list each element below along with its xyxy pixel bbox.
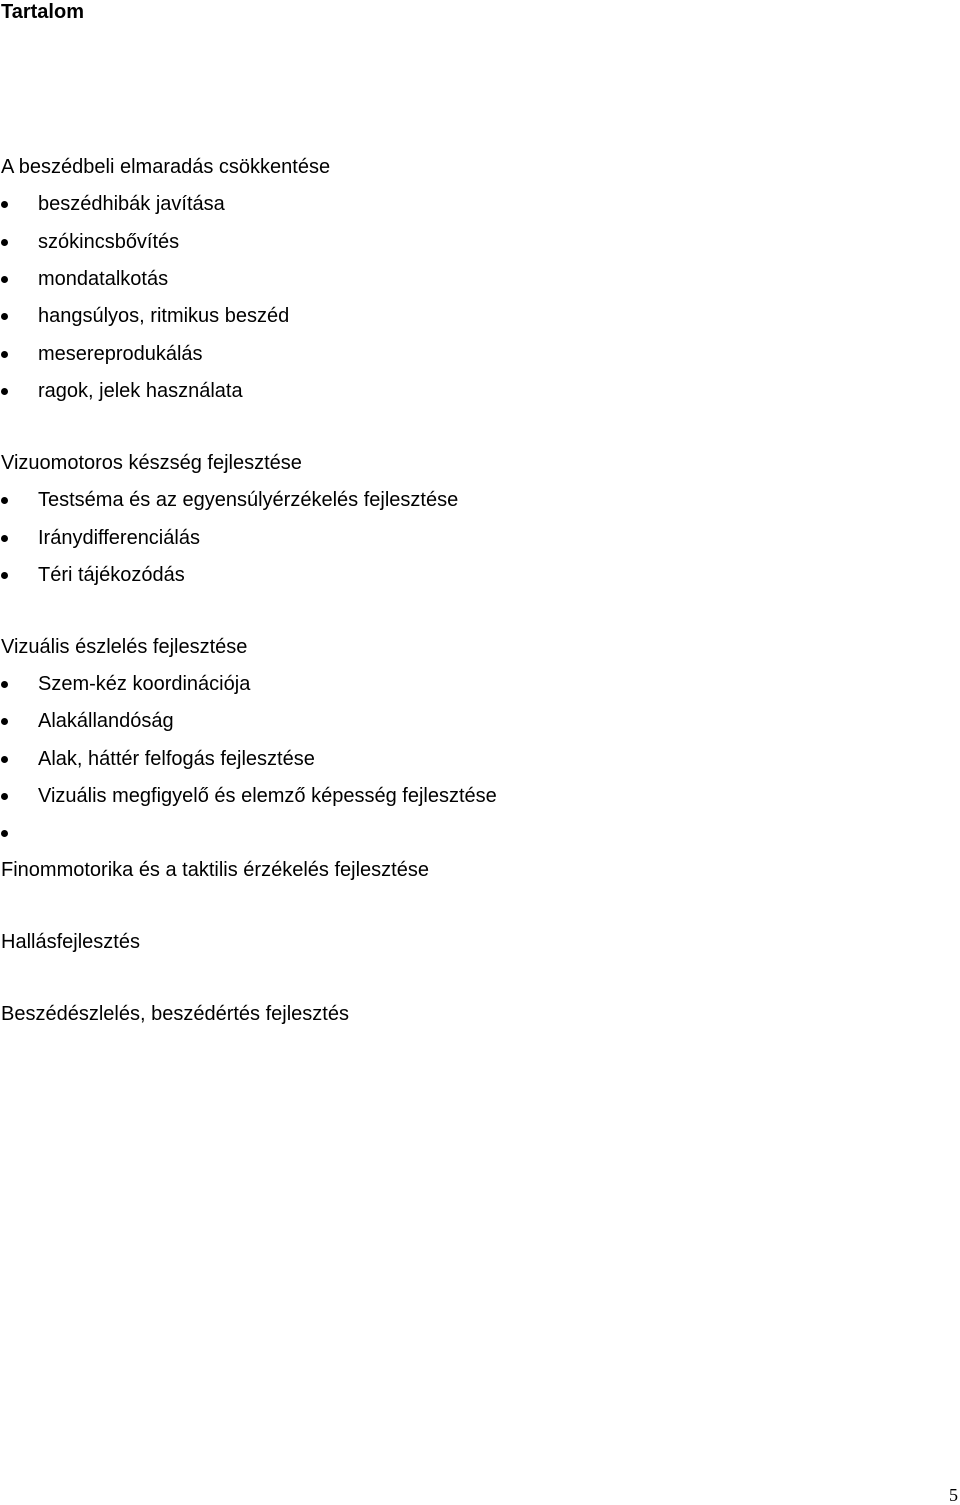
bullet-text: mesereprodukálás bbox=[38, 343, 203, 365]
bullet-dot-icon bbox=[1, 572, 8, 579]
bullet-text: szókincsbővítés bbox=[38, 231, 180, 253]
page-number: 5 bbox=[949, 1485, 958, 1505]
bullet-dot-icon bbox=[1, 313, 8, 320]
bullet-dot-icon bbox=[1, 756, 8, 763]
section-heading: Finommotorika és a taktilis érzékelés fejlesztése bbox=[1, 859, 429, 881]
bullet-text: beszédhibák javítása bbox=[38, 193, 225, 215]
bullet-dot-icon bbox=[1, 497, 8, 504]
bullet-dot-icon bbox=[1, 793, 8, 800]
bullet-dot-icon bbox=[1, 388, 8, 395]
bullet-text: Téri tájékozódás bbox=[38, 564, 185, 586]
bullet-dot-icon bbox=[1, 201, 8, 208]
section-heading: Vizuális észlelés fejlesztése bbox=[1, 636, 248, 658]
bullet-dot-icon bbox=[1, 718, 8, 725]
bullet-text: Iránydifferenciálás bbox=[38, 527, 200, 549]
section-heading: Hallásfejlesztés bbox=[1, 931, 140, 953]
bullet-text: Testséma és az egyensúlyérzékelés fejlesztése bbox=[38, 489, 459, 511]
section-heading: A beszédbeli elmaradás csökkentése bbox=[1, 156, 331, 178]
bullet-text: Vizuális megfigyelő és elemző képesség fejlesztése bbox=[38, 785, 497, 807]
bullet-dot-icon bbox=[1, 830, 8, 837]
page-title: Tartalom bbox=[1, 1, 84, 23]
section-heading: Beszédészlelés, beszédértés fejlesztés bbox=[1, 1003, 349, 1025]
bullet-dot-icon bbox=[1, 351, 8, 358]
bullet-text: ragok, jelek használata bbox=[38, 380, 243, 402]
bullet-dot-icon bbox=[1, 535, 8, 542]
bullet-dot-icon bbox=[1, 239, 8, 246]
bullet-dot-icon bbox=[1, 276, 8, 283]
bullet-text: hangsúlyos, ritmikus beszéd bbox=[38, 305, 290, 327]
section-heading: Vizuomotoros készség fejlesztése bbox=[1, 452, 302, 474]
bullet-text: Alakállandóság bbox=[38, 710, 174, 732]
bullet-text: mondatalkotás bbox=[38, 268, 169, 290]
bullet-text: Alak, háttér felfogás fejlesztése bbox=[38, 748, 315, 770]
bullet-text: Szem-kéz koordinációja bbox=[38, 673, 251, 695]
bullet-dot-icon bbox=[1, 681, 8, 688]
